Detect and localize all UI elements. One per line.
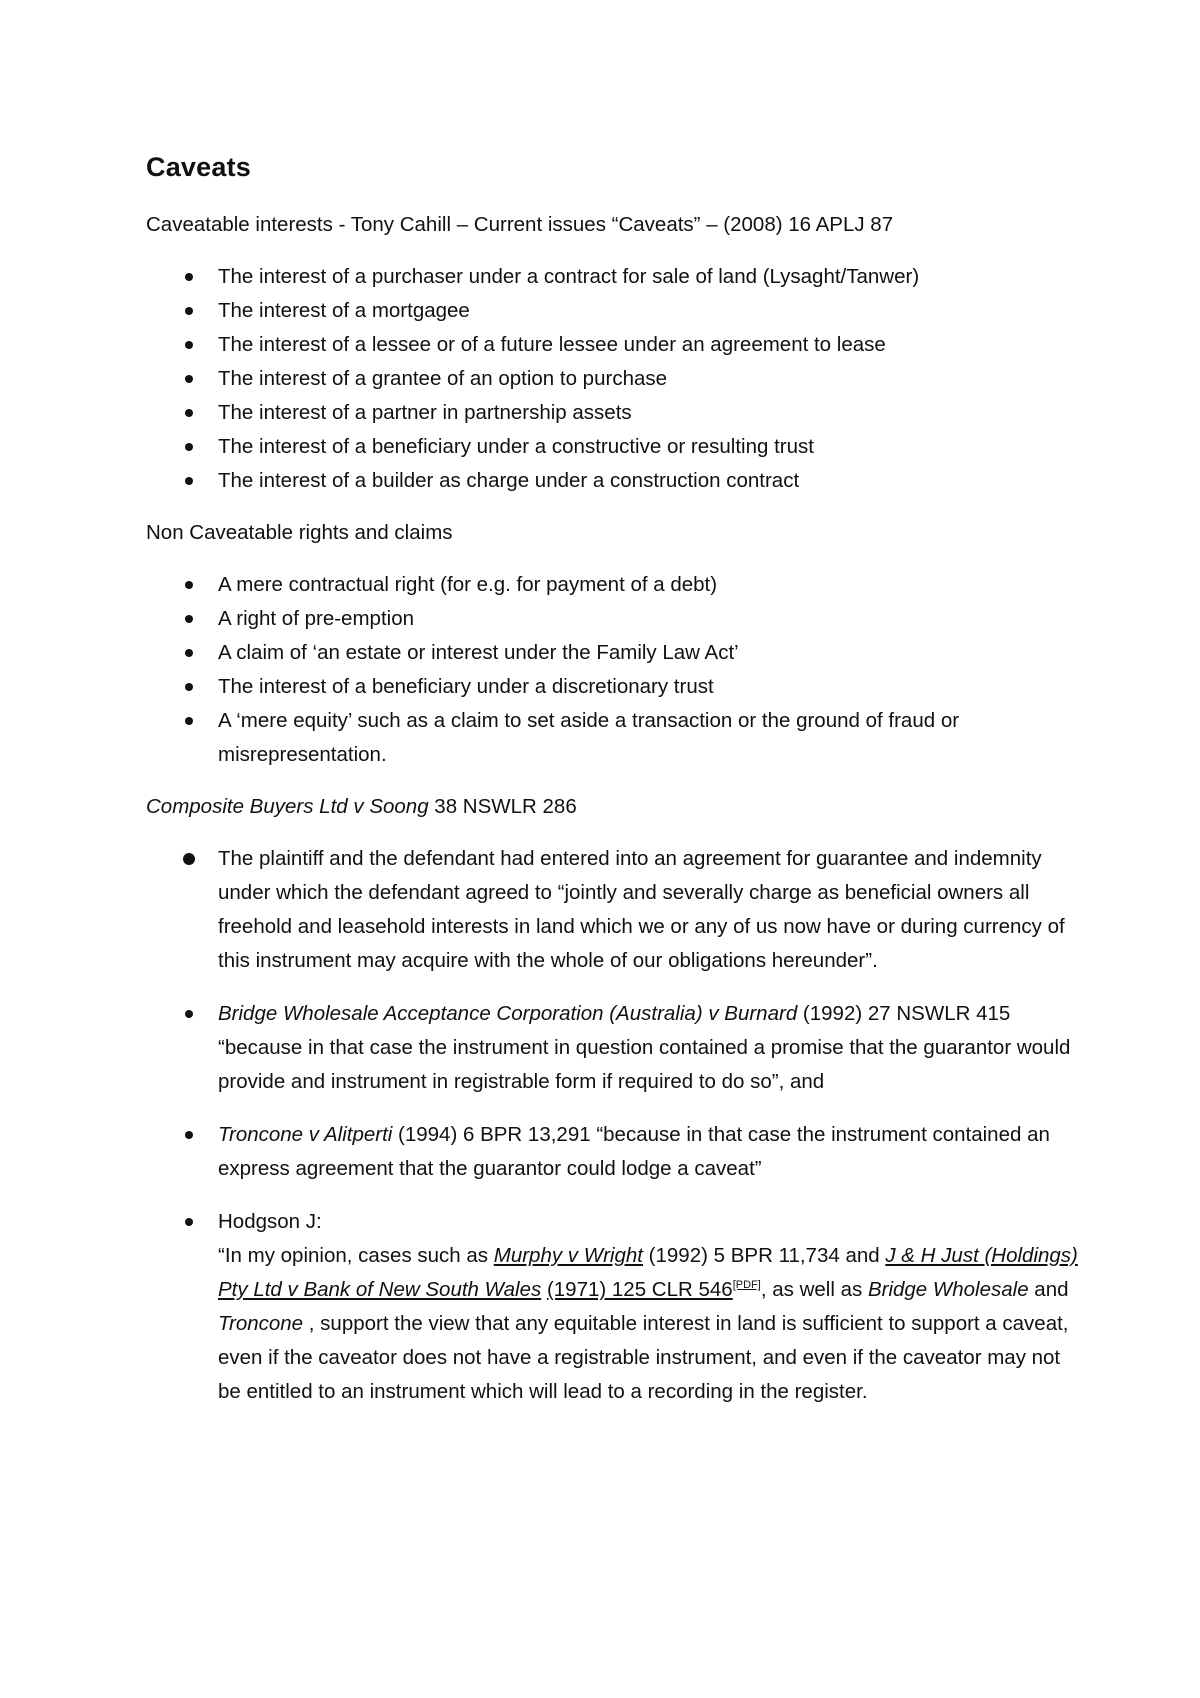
- bullet-icon: [185, 341, 193, 349]
- bullet-icon: [185, 683, 193, 691]
- list-item: The interest of a partner in partnership assets: [146, 396, 1086, 430]
- bullet-icon: [185, 649, 193, 657]
- page-title: Caveats: [146, 152, 251, 182]
- list-item: The interest of a beneficiary under a constructive or resulting trust: [146, 430, 1086, 464]
- list-item: A mere contractual right (for e.g. for payment of a debt): [146, 568, 1086, 602]
- list-item: The plaintiff and the defendant had entered into an agreement for guarantee and indemnity under which the defendant agreed to “jointly and severally charge as beneficial owners all freehold and leasehold interests in land which we or any of us now have or during currency of this instrument may acquire with the whole of our obligations hereunder”.: [146, 842, 1086, 978]
- list-item: Bridge Wholesale Acceptance Corporation (Australia) v Burnard (1992) 27 NSWLR 415 “because in that case the instrument in question contained a promise that the guarantor would provide and instrument in registrable form if required to do so”, and: [146, 997, 1086, 1099]
- list-item: A right of pre-emption: [146, 602, 1086, 636]
- caveatable-list: [146, 260, 1086, 498]
- bullet-icon: [185, 273, 193, 281]
- list-item: The interest of a grantee of an option to purchase: [146, 362, 1086, 396]
- list-item: A claim of ‘an estate or interest under the Family Law Act’: [146, 636, 1086, 670]
- citation-link[interactable]: (1971) 125 CLR 546: [546, 1278, 733, 1301]
- bullet-icon: [185, 1131, 193, 1139]
- judge-name: Hodgson J:: [218, 1210, 322, 1233]
- document-content: [146, 150, 1086, 1427]
- case-reference: Bridge Wholesale Acceptance Corporation (Australia) v Burnard: [218, 1002, 798, 1025]
- non-caveatable-list: [146, 568, 1086, 772]
- case-heading: [146, 790, 1086, 824]
- case-reference: Troncone v Alitperti: [218, 1123, 393, 1146]
- bullet-icon: [185, 307, 193, 315]
- case-reference: Bridge Wholesale: [867, 1278, 1029, 1301]
- case-link-jh-just[interactable]: J & H Just (Holdings) Pty Ltd v Bank of New South Wales: [218, 1244, 1078, 1301]
- list-item: Troncone v Alitperti (1994) 6 BPR 13,291 “because in that case the instrument contained an express agreement that the guarantor could lodge a caveat”: [146, 1118, 1086, 1186]
- bullet-icon: [185, 409, 193, 417]
- bullet-icon: [183, 853, 195, 865]
- case-link-murphy[interactable]: Murphy v Wright: [493, 1244, 643, 1267]
- case-reference: Troncone: [218, 1312, 304, 1335]
- bullet-icon: [185, 477, 193, 485]
- list-item: The interest of a builder as charge under a construction contract: [146, 464, 1086, 498]
- bullet-icon: [185, 375, 193, 383]
- list-item: The interest of a purchaser under a contract for sale of land (Lysaght/Tanwer): [146, 260, 1086, 294]
- case-citation: 38 NSWLR 286: [428, 795, 577, 818]
- list-item: A ‘mere equity’ such as a claim to set aside a transaction or the ground of fraud or misrepresentation.: [146, 704, 1086, 772]
- bullet-icon: [185, 615, 193, 623]
- list-item: The interest of a beneficiary under a discretionary trust: [146, 670, 1086, 704]
- non-caveatable-heading: Non Caveatable rights and claims: [146, 521, 453, 544]
- bullet-icon: [185, 581, 193, 589]
- caveatable-heading: Caveatable interests - Tony Cahill – Current issues “Caveats” – (2008) 16 APLJ 87: [146, 213, 894, 236]
- case-points-list: [146, 842, 1086, 1409]
- list-item: The interest of a lessee or of a future lessee under an agreement to lease: [146, 328, 1086, 362]
- bullet-icon: [185, 1010, 193, 1018]
- list-item: The interest of a mortgagee: [146, 294, 1086, 328]
- bullet-icon: [185, 717, 193, 725]
- pdf-link[interactable]: [PDF]: [732, 1279, 761, 1292]
- list-item: Hodgson J: “In my opinion, cases such as Murphy v Wright (1992) 5 BPR 11,734 and J & H Just (Holdings) Pty Ltd v Bank of New South Wales (1971) 125 CLR 546[PDF], as well as Bridge Wholesale and Troncone , support the view that any equitable interest in land is sufficient to support a caveat, even if the caveator does not have a registrable instrument, and even if the caveator may not be entitled to an instrument which will lead to a recording in the register.: [146, 1205, 1086, 1409]
- bullet-icon: [185, 1218, 193, 1226]
- case-name: Composite Buyers Ltd v Soong: [146, 795, 429, 818]
- bullet-icon: [185, 443, 193, 451]
